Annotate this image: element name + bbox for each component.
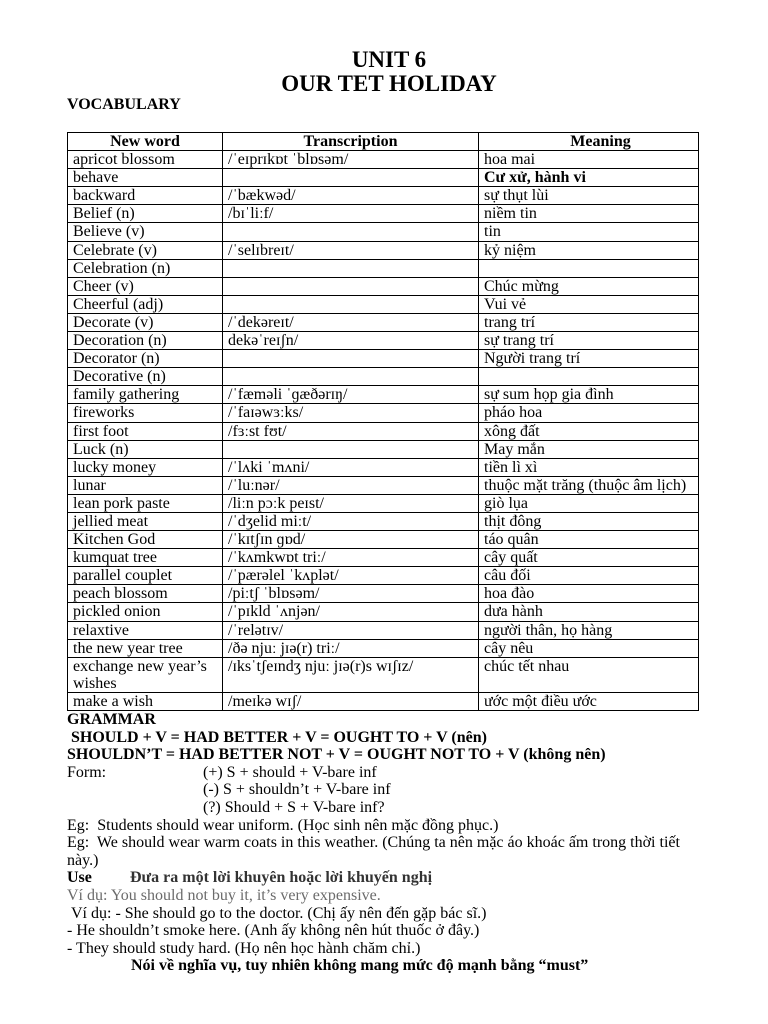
- grammar-heading: GRAMMAR: [67, 711, 156, 728]
- vocabulary-table-body: [68, 151, 699, 711]
- word-cell: Cheer (v): [68, 277, 223, 295]
- meaning-cell: cây quất: [479, 549, 699, 567]
- unit-title: UNIT 6: [351, 47, 427, 72]
- meaning-cell: Chúc mừng: [479, 277, 699, 295]
- transcription-cell: /ɪksˈtʃeɪndʒ njuː jɪə(r)s wɪʃɪz/: [223, 657, 479, 692]
- form-affirmative: (+) S + should + V-bare inf: [203, 763, 377, 781]
- transcription-cell: [223, 277, 479, 295]
- word-cell: Believe (v): [68, 223, 223, 241]
- transcription-cell: /ˈfaɪəwɜːks/: [223, 404, 479, 422]
- meaning-cell: sự sum họp gia đình: [479, 386, 699, 404]
- meaning-cell: hoa mai: [479, 151, 699, 169]
- table-row: [68, 404, 699, 422]
- transcription-cell: [223, 368, 479, 386]
- column-header-transcription: Transcription: [223, 133, 479, 151]
- meaning-cell: giò lụa: [479, 494, 699, 512]
- title-block: [67, 48, 711, 96]
- column-header-new-word: New word: [68, 133, 223, 151]
- word-cell: behave: [68, 169, 223, 187]
- word-cell: pickled onion: [68, 603, 223, 621]
- transcription-cell: [223, 350, 479, 368]
- meaning-cell: tiền lì xì: [479, 458, 699, 476]
- word-cell: the new year tree: [68, 639, 223, 657]
- meaning-cell: sự trang trí: [479, 332, 699, 350]
- meaning-cell: cây nêu: [479, 639, 699, 657]
- table-row: [68, 241, 699, 259]
- meaning-cell: trang trí: [479, 313, 699, 331]
- table-row: [68, 458, 699, 476]
- table-row: [68, 277, 699, 295]
- meaning-cell: Người trang trí: [479, 350, 699, 368]
- transcription-cell: [223, 169, 479, 187]
- word-cell: Decorative (n): [68, 368, 223, 386]
- transcription-cell: /ˈlʌki ˈmʌni/: [223, 458, 479, 476]
- form-label: Form:: [67, 763, 107, 781]
- table-row: [68, 657, 699, 692]
- word-cell: backward: [68, 187, 223, 205]
- word-cell: apricot blossom: [68, 151, 223, 169]
- rule-should: SHOULD + V = HAD BETTER + V = OUGHT TO + V (nên): [71, 728, 487, 746]
- transcription-cell: /ˈkɪtʃɪn ɡɒd/: [223, 531, 479, 549]
- table-row: [68, 639, 699, 657]
- meaning-cell: thuộc mặt trăng (thuộc âm lịch): [479, 476, 699, 494]
- table-row: [68, 368, 699, 386]
- word-cell: lunar: [68, 476, 223, 494]
- meaning-cell: pháo hoa: [479, 404, 699, 422]
- column-header-meaning: Meaning: [479, 133, 699, 151]
- table-row: [68, 332, 699, 350]
- lesson-title: OUR TET HOLIDAY: [281, 71, 497, 96]
- word-cell: Decorate (v): [68, 313, 223, 331]
- meaning-cell: hoa đào: [479, 585, 699, 603]
- word-cell: Cheerful (adj): [68, 295, 223, 313]
- word-cell: fireworks: [68, 404, 223, 422]
- meaning-cell: chúc tết nhau: [479, 657, 699, 692]
- word-cell: family gathering: [68, 386, 223, 404]
- table-row: [68, 585, 699, 603]
- transcription-cell: /ˈfæməli ˈɡæðərɪŋ/: [223, 386, 479, 404]
- document-page: [67, 48, 711, 975]
- transcription-cell: [223, 295, 479, 313]
- table-row: [68, 386, 699, 404]
- transcription-cell: [223, 223, 479, 241]
- word-cell: Decoration (n): [68, 332, 223, 350]
- table-row: [68, 549, 699, 567]
- example-sentence: Eg: Students should wear uniform. (Học sinh nên mặc đồng phục.): [67, 816, 499, 834]
- transcription-cell: /ˈselɪbreɪt/: [223, 241, 479, 259]
- transcription-cell: /meɪkə wɪʃ/: [223, 692, 479, 710]
- usage-example: - They should study hard. (Họ nên học hành chăm chỉ.): [67, 939, 421, 957]
- meaning-cell: niềm tin: [479, 205, 699, 223]
- word-cell: exchange new year’s wishes: [68, 657, 223, 692]
- vocabulary-heading: VOCABULARY: [67, 96, 181, 113]
- word-cell: relaxtive: [68, 621, 223, 639]
- word-cell: Luck (n): [68, 440, 223, 458]
- meaning-cell: táo quân: [479, 531, 699, 549]
- word-cell: kumquat tree: [68, 549, 223, 567]
- transcription-cell: /ˈpɪkld ˈʌnjən/: [223, 603, 479, 621]
- meaning-cell: người thân, họ hàng: [479, 621, 699, 639]
- word-cell: Celebrate (v): [68, 241, 223, 259]
- transcription-cell: /ˈrelətɪv/: [223, 621, 479, 639]
- vocabulary-table: [67, 132, 699, 711]
- table-row: [68, 531, 699, 549]
- meaning-cell: kỷ niệm: [479, 241, 699, 259]
- meaning-cell: sự thụt lùi: [479, 187, 699, 205]
- table-row: [68, 440, 699, 458]
- form-list: [203, 764, 391, 817]
- meaning-cell: câu đối: [479, 567, 699, 585]
- transcription-cell: /ˈdekəreɪt/: [223, 313, 479, 331]
- table-row: [68, 259, 699, 277]
- table-row: [68, 494, 699, 512]
- table-row: [68, 151, 699, 169]
- word-cell: peach blossom: [68, 585, 223, 603]
- meaning-cell: Vui vẻ: [479, 295, 699, 313]
- word-cell: lucky money: [68, 458, 223, 476]
- table-row: [68, 205, 699, 223]
- transcription-cell: /piːtʃ ˈblɒsəm/: [223, 585, 479, 603]
- obligation-note: Nói về nghĩa vụ, tuy nhiên không mang mức độ mạnh bằng “must”: [131, 957, 589, 975]
- table-row: [68, 621, 699, 639]
- meaning-cell: tin: [479, 223, 699, 241]
- transcription-cell: /ˈdʒelid miːt/: [223, 512, 479, 530]
- example-sentence: Eg: We should wear warm coats in this weather. (Chúng ta nên mặc áo khoác ấm trong thời tiết này.): [67, 834, 684, 869]
- word-cell: lean pork paste: [68, 494, 223, 512]
- form-question: (?) Should + S + V-bare inf?: [203, 798, 385, 816]
- word-cell: first foot: [68, 422, 223, 440]
- meaning-cell: [479, 368, 699, 386]
- word-cell: Belief (n): [68, 205, 223, 223]
- word-cell: Kitchen God: [68, 531, 223, 549]
- use-label: Use: [67, 869, 92, 887]
- meaning-cell: [479, 259, 699, 277]
- transcription-cell: /ˈkʌmkwɒt triː/: [223, 549, 479, 567]
- form-negative: (-) S + shouldn’t + V-bare inf: [203, 781, 391, 799]
- transcription-cell: /ðə njuː jɪə(r) triː/: [223, 639, 479, 657]
- table-row: [68, 295, 699, 313]
- table-row: [68, 187, 699, 205]
- meaning-cell: May mắn: [479, 440, 699, 458]
- use-row: [67, 869, 700, 887]
- transcription-cell: /fɜːst fʊt/: [223, 422, 479, 440]
- transcription-cell: [223, 259, 479, 277]
- usage-example: - He shouldn’t smoke here. (Anh ấy không nên hút thuốc ở đây.): [67, 922, 480, 940]
- rule-shouldnt: SHOULDN’T = HAD BETTER NOT + V = OUGHT NOT TO + V (không nên): [67, 746, 606, 764]
- advice-example: Ví dụ: You should not buy it, it’s very expensive.: [67, 886, 381, 904]
- word-cell: Celebration (n): [68, 259, 223, 277]
- meaning-cell: Cư xử, hành vi: [479, 169, 699, 187]
- word-cell: Decorator (n): [68, 350, 223, 368]
- table-row: [68, 422, 699, 440]
- transcription-cell: /liːn pɔːk peɪst/: [223, 494, 479, 512]
- grammar-section: [67, 711, 700, 975]
- table-row: [68, 476, 699, 494]
- word-cell: jellied meat: [68, 512, 223, 530]
- use-description: Đưa ra một lời khuyên hoặc lời khuyến nghị: [130, 869, 433, 887]
- word-cell: make a wish: [68, 692, 223, 710]
- table-row: [68, 603, 699, 621]
- word-cell: parallel couplet: [68, 567, 223, 585]
- meaning-cell: xông đất: [479, 422, 699, 440]
- usage-example: Ví dụ: - She should go to the doctor. (Chị ấy nên đến gặp bác sĩ.): [71, 904, 487, 922]
- transcription-cell: /ˈbækwəd/: [223, 187, 479, 205]
- table-row: [68, 350, 699, 368]
- form-block: [67, 764, 700, 817]
- transcription-cell: /ˈluːnər/: [223, 476, 479, 494]
- transcription-cell: dekəˈreɪʃn/: [223, 332, 479, 350]
- table-row: [68, 169, 699, 187]
- table-row: [68, 512, 699, 530]
- table-header-row: [68, 133, 699, 151]
- table-row: [68, 313, 699, 331]
- table-row: [68, 692, 699, 710]
- transcription-cell: /ˈpærəlel ˈkʌplət/: [223, 567, 479, 585]
- meaning-cell: dưa hành: [479, 603, 699, 621]
- meaning-cell: ước một điều ước: [479, 692, 699, 710]
- table-row: [68, 223, 699, 241]
- transcription-cell: /ˈeɪprɪkɒt ˈblɒsəm/: [223, 151, 479, 169]
- table-row: [68, 567, 699, 585]
- transcription-cell: [223, 440, 479, 458]
- transcription-cell: /bɪˈliːf/: [223, 205, 479, 223]
- meaning-cell: thịt đông: [479, 512, 699, 530]
